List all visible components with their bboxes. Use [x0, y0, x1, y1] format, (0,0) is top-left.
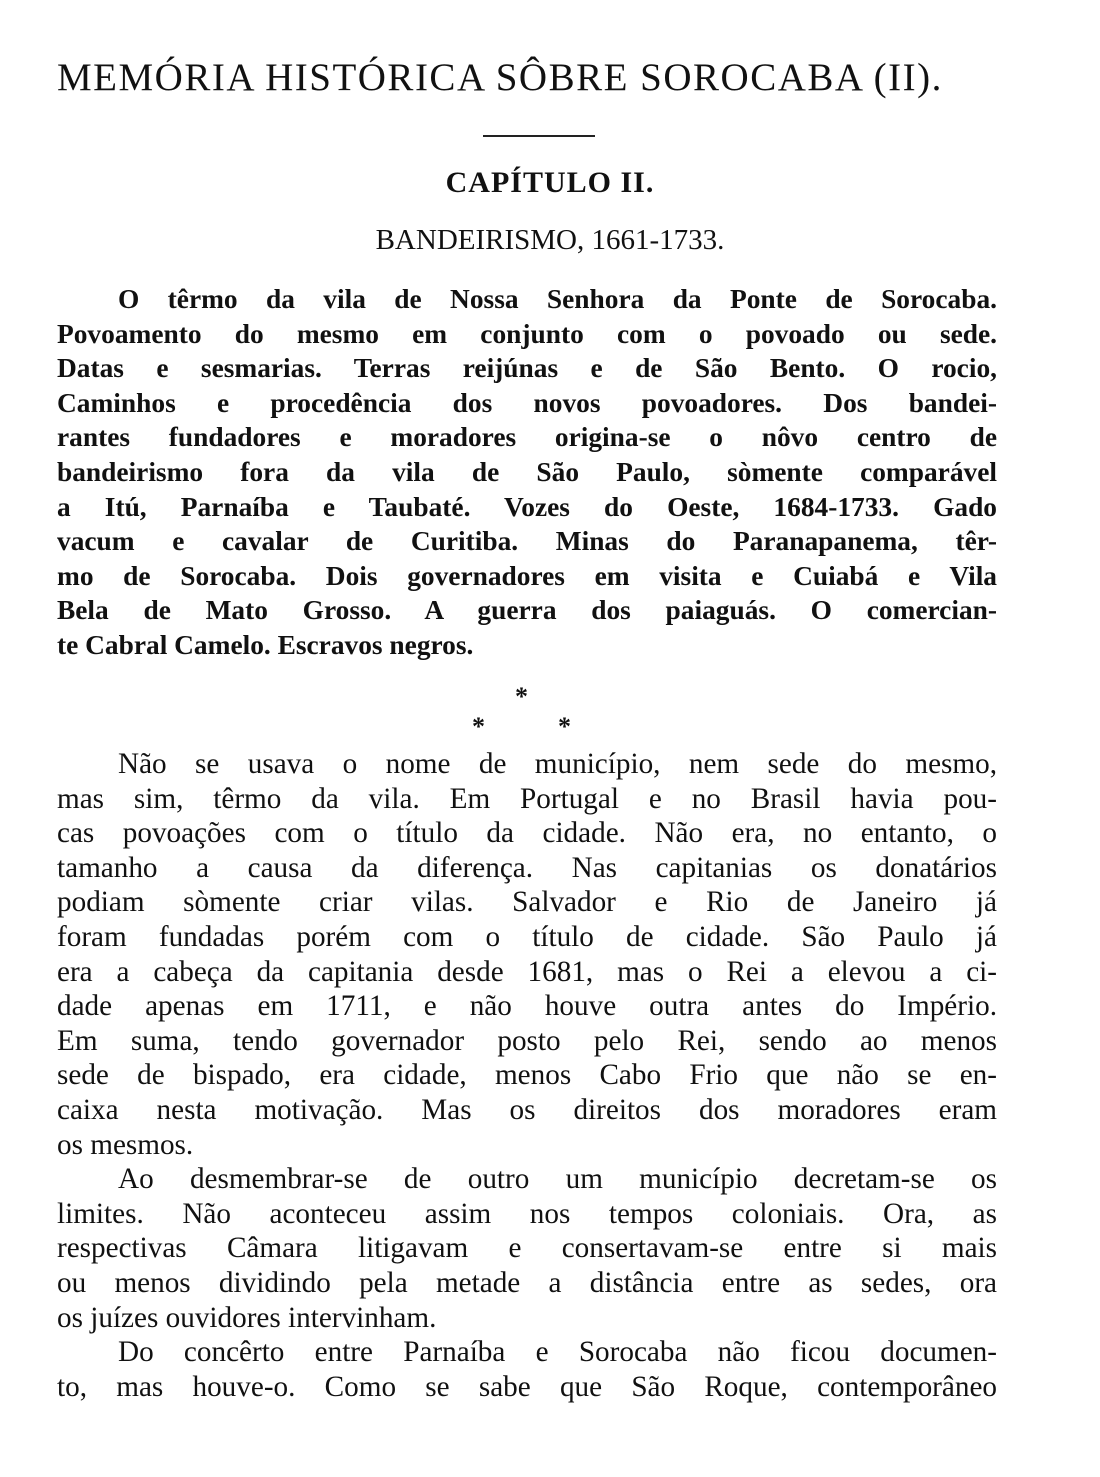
running-title: MEMÓRIA HISTÓRICA SÔBRE SOROCABA (II).: [57, 56, 943, 99]
paragraph-1-line: Não se usava o nome de município, nem sede do mesmo,: [118, 748, 997, 780]
paragraph-2-line: ou menos dividindo pela metade a distância entre as sedes, ora: [57, 1266, 997, 1299]
separator-asterisk-right: *: [558, 712, 571, 741]
separator-asterisk-left: *: [472, 712, 485, 741]
chapter-label: CAPÍTULO II.: [445, 166, 655, 199]
summary-line: Datas e sesmarias. Terras reijúnas e de São Bento. O rocio,: [57, 353, 997, 384]
paragraph-2-line: limites. Não aconteceu assim nos tempos coloniais. Ora, as: [57, 1197, 997, 1230]
summary-line: te Cabral Camelo. Escravos negros.: [57, 629, 474, 660]
summary-line: mo de Sorocaba. Dois governadores em visita e Cuiabá e Vila: [57, 560, 997, 591]
paragraph-1-line: Em suma, tendo governador posto pelo Rei, sendo ao menos: [57, 1024, 997, 1057]
body-text: [57, 747, 997, 1404]
paragraph-1-line: mas sim, têrmo da vila. Em Portugal e no Brasil havia pou-: [57, 782, 997, 815]
title-rule: [483, 135, 595, 137]
chapter-title: BANDEIRISMO, 1661-1733.: [375, 224, 725, 256]
summary-line: O têrmo da vila de Nossa Senhora da Ponte de Sorocaba.: [118, 284, 997, 314]
paragraph-1-line: era a cabeça da capitania desde 1681, mas o Rei a elevou a ci-: [57, 955, 997, 988]
paragraph-2-line: respectivas Câmara litigavam e consertavam-se entre si mais: [57, 1232, 997, 1265]
paragraph-3-line: to, mas houve-o. Como se sabe que São Roque, contemporâneo: [57, 1370, 997, 1403]
paragraph-1-line: dade apenas em 1711, e não houve outra antes do Império.: [57, 990, 997, 1023]
paragraph-2-line: os juízes ouvidores intervinham.: [57, 1301, 437, 1334]
summary-line: a Itú, Parnaíba e Taubaté. Vozes do Oeste, 1684-1733. Gado: [57, 491, 997, 522]
paragraph-1-line: foram fundadas porém com o título de cidade. São Paulo já: [57, 920, 997, 953]
paragraph-1-line: tamanho a causa da diferença. Nas capitanias os donatários: [57, 851, 997, 884]
paragraph-1-line: caixa nesta motivação. Mas os direitos dos moradores eram: [57, 1093, 997, 1126]
paragraph-1-line: sede de bispado, era cidade, menos Cabo Frio que não se en-: [57, 1059, 997, 1092]
summary-line: vacum e cavalar de Curitiba. Minas do Paranapanema, têr-: [57, 526, 997, 557]
summary-line: Povoamento do mesmo em conjunto com o povoado ou sede.: [57, 318, 997, 349]
separator-asterisk-top: *: [515, 682, 528, 711]
paragraph-1-line: podiam sòmente criar vilas. Salvador e Rio de Janeiro já: [57, 886, 997, 919]
paragraph-3-line: Do concêrto entre Parnaíba e Sorocaba não ficou documen-: [118, 1336, 997, 1369]
paragraph-1-line: cas povoações com o título da cidade. Não era, no entanto, o: [57, 817, 997, 850]
paragraph-1-line: os mesmos.: [57, 1128, 194, 1161]
summary-line: bandeirismo fora da vila de São Paulo, sòmente comparável: [57, 456, 997, 487]
summary-line: Bela de Mato Grosso. A guerra dos paiaguás. O comercian-: [57, 595, 997, 626]
paragraph-2-line: Ao desmembrar-se de outro um município decretam-se os: [118, 1163, 997, 1196]
summary-line: rantes fundadores e moradores origina-se o nôvo centro de: [57, 422, 997, 453]
summary-line: Caminhos e procedência dos novos povoadores. Dos bandei-: [57, 387, 997, 418]
chapter-summary: [57, 282, 997, 663]
